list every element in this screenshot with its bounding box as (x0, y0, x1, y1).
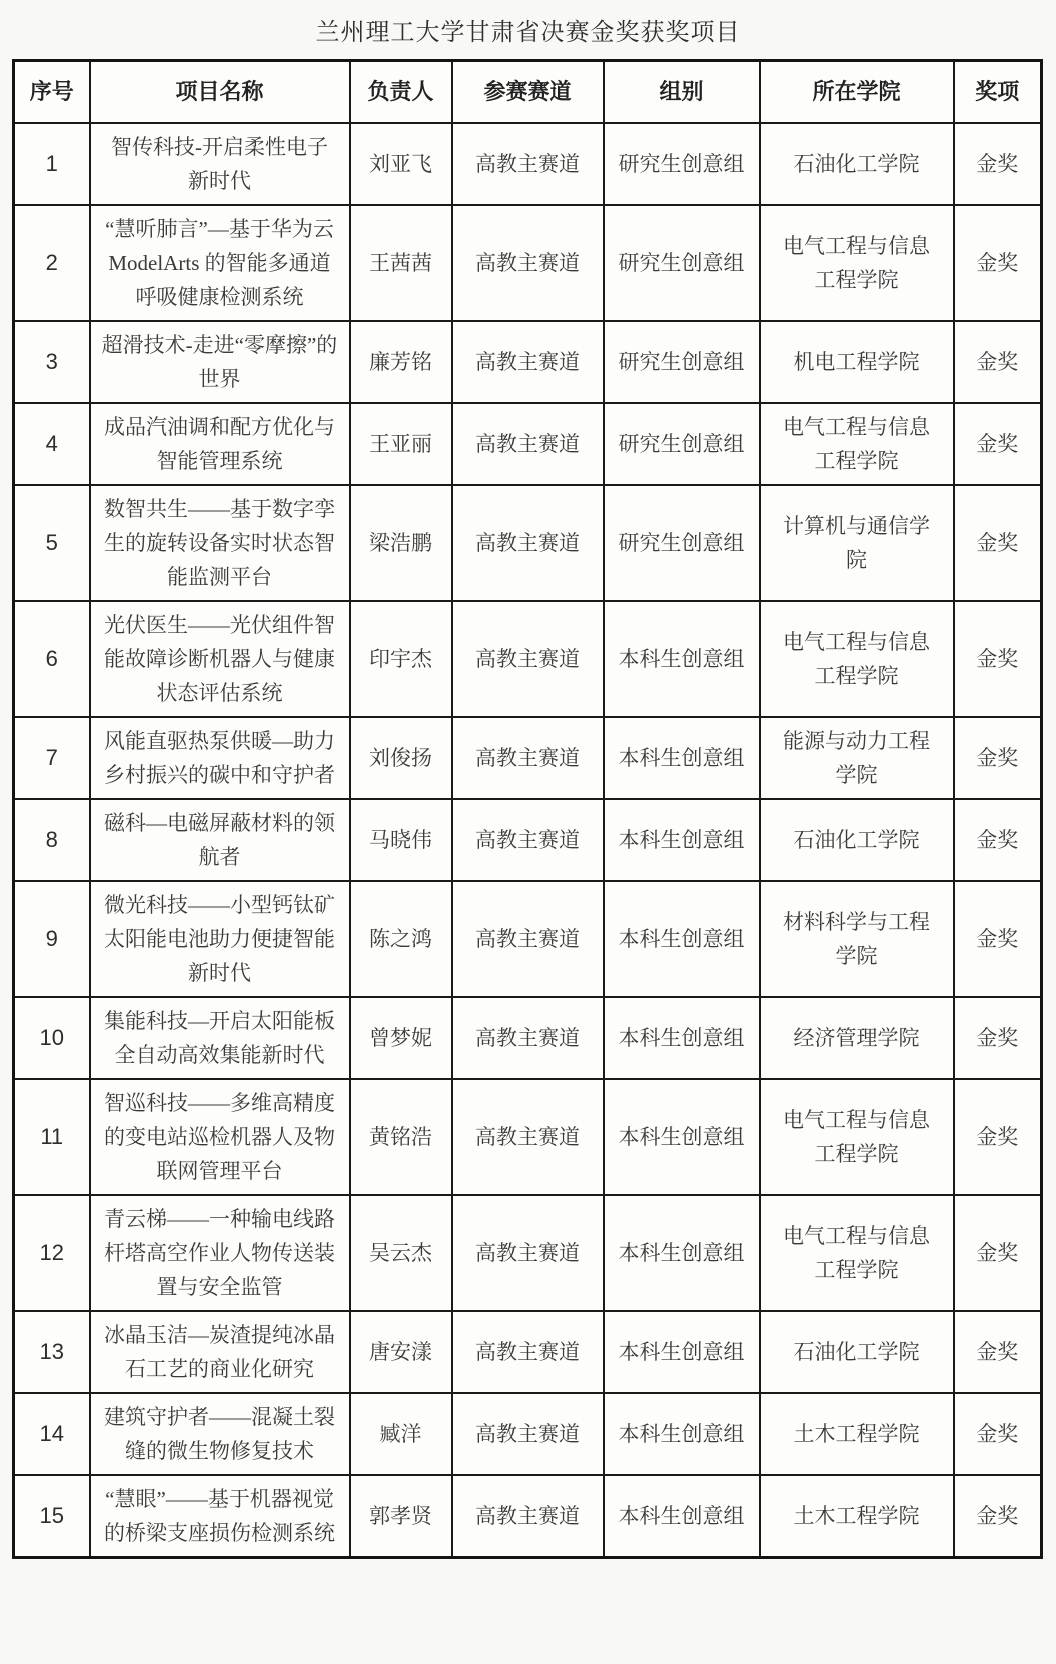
column-header-project: 项目名称 (90, 61, 350, 124)
cell-college: 土木工程学院 (760, 1475, 954, 1558)
cell-no: 9 (14, 881, 90, 997)
cell-group: 本科生创意组 (604, 799, 760, 881)
cell-college: 电气工程与信息工程学院 (760, 403, 954, 485)
cell-group: 本科生创意组 (604, 717, 760, 799)
cell-track: 高教主赛道 (452, 485, 604, 601)
cell-project: 青云梯——一种输电线路杆塔高空作业人物传送装置与安全监管 (90, 1195, 350, 1311)
cell-project: 成品汽油调和配方优化与智能管理系统 (90, 403, 350, 485)
cell-track: 高教主赛道 (452, 403, 604, 485)
cell-project: 智巡科技——多维高精度的变电站巡检机器人及物联网管理平台 (90, 1079, 350, 1195)
cell-group: 本科生创意组 (604, 881, 760, 997)
cell-project: 磁科—电磁屏蔽材料的领航者 (90, 799, 350, 881)
cell-college: 电气工程与信息工程学院 (760, 1079, 954, 1195)
cell-group: 研究生创意组 (604, 205, 760, 321)
cell-track: 高教主赛道 (452, 205, 604, 321)
cell-track: 高教主赛道 (452, 799, 604, 881)
cell-project: 建筑守护者——混凝土裂缝的微生物修复技术 (90, 1393, 350, 1475)
cell-college: 机电工程学院 (760, 321, 954, 403)
cell-award: 金奖 (954, 1079, 1042, 1195)
cell-project: “慧听肺言”—基于华为云 ModelArts 的智能多通道呼吸健康检测系统 (90, 205, 350, 321)
cell-group: 本科生创意组 (604, 1311, 760, 1393)
cell-leader: 郭孝贤 (350, 1475, 452, 1558)
table-row (14, 799, 1042, 881)
cell-project: “慧眼”——基于机器视觉的桥梁支座损伤检测系统 (90, 1475, 350, 1558)
cell-leader: 陈之鸿 (350, 881, 452, 997)
cell-track: 高教主赛道 (452, 997, 604, 1079)
cell-college: 材料科学与工程学院 (760, 881, 954, 997)
cell-college: 土木工程学院 (760, 1393, 954, 1475)
cell-award: 金奖 (954, 1311, 1042, 1393)
cell-award: 金奖 (954, 1475, 1042, 1558)
cell-project: 风能直驱热泵供暖—助力乡村振兴的碳中和守护者 (90, 717, 350, 799)
table-row (14, 1475, 1042, 1558)
cell-college: 石油化工学院 (760, 123, 954, 205)
cell-group: 本科生创意组 (604, 1079, 760, 1195)
cell-no: 1 (14, 123, 90, 205)
cell-award: 金奖 (954, 123, 1042, 205)
cell-project: 智传科技-开启柔性电子新时代 (90, 123, 350, 205)
cell-leader: 臧洋 (350, 1393, 452, 1475)
table-row (14, 321, 1042, 403)
cell-track: 高教主赛道 (452, 1311, 604, 1393)
cell-track: 高教主赛道 (452, 881, 604, 997)
cell-leader: 马晓伟 (350, 799, 452, 881)
cell-project: 超滑技术-走进“零摩擦”的世界 (90, 321, 350, 403)
table-body (14, 123, 1042, 1558)
cell-leader: 刘亚飞 (350, 123, 452, 205)
table-row (14, 997, 1042, 1079)
cell-award: 金奖 (954, 799, 1042, 881)
table-row (14, 881, 1042, 997)
cell-award: 金奖 (954, 403, 1042, 485)
cell-group: 研究生创意组 (604, 485, 760, 601)
cell-leader: 黄铭浩 (350, 1079, 452, 1195)
cell-award: 金奖 (954, 485, 1042, 601)
cell-project: 光伏医生——光伏组件智能故障诊断机器人与健康状态评估系统 (90, 601, 350, 717)
cell-track: 高教主赛道 (452, 717, 604, 799)
cell-no: 7 (14, 717, 90, 799)
cell-no: 11 (14, 1079, 90, 1195)
column-header-leader: 负责人 (350, 61, 452, 124)
column-header-award: 奖项 (954, 61, 1042, 124)
cell-track: 高教主赛道 (452, 1393, 604, 1475)
cell-no: 4 (14, 403, 90, 485)
cell-leader: 印宇杰 (350, 601, 452, 717)
cell-no: 6 (14, 601, 90, 717)
cell-project: 集能科技—开启太阳能板全自动高效集能新时代 (90, 997, 350, 1079)
cell-award: 金奖 (954, 321, 1042, 403)
cell-group: 研究生创意组 (604, 403, 760, 485)
cell-project: 微光科技——小型钙钛矿太阳能电池助力便捷智能新时代 (90, 881, 350, 997)
cell-leader: 唐安漾 (350, 1311, 452, 1393)
cell-leader: 刘俊扬 (350, 717, 452, 799)
column-header-track: 参赛赛道 (452, 61, 604, 124)
cell-no: 2 (14, 205, 90, 321)
cell-track: 高教主赛道 (452, 1195, 604, 1311)
cell-leader: 吴云杰 (350, 1195, 452, 1311)
table-row (14, 717, 1042, 799)
table-row (14, 1311, 1042, 1393)
cell-award: 金奖 (954, 601, 1042, 717)
awards-table (12, 59, 1043, 1559)
cell-no: 15 (14, 1475, 90, 1558)
table-row (14, 1079, 1042, 1195)
table-row (14, 205, 1042, 321)
page-title: 兰州理工大学甘肃省决赛金奖获奖项目 (315, 20, 741, 46)
cell-group: 本科生创意组 (604, 1195, 760, 1311)
cell-no: 12 (14, 1195, 90, 1311)
cell-leader: 梁浩鹏 (350, 485, 452, 601)
cell-college: 石油化工学院 (760, 1311, 954, 1393)
cell-leader: 廉芳铭 (350, 321, 452, 403)
cell-no: 8 (14, 799, 90, 881)
cell-group: 本科生创意组 (604, 601, 760, 717)
cell-award: 金奖 (954, 997, 1042, 1079)
cell-group: 本科生创意组 (604, 997, 760, 1079)
header-row (14, 61, 1042, 124)
cell-award: 金奖 (954, 717, 1042, 799)
cell-college: 电气工程与信息工程学院 (760, 1195, 954, 1311)
cell-group: 本科生创意组 (604, 1475, 760, 1558)
table-row (14, 1393, 1042, 1475)
column-header-college: 所在学院 (760, 61, 954, 124)
table-row (14, 123, 1042, 205)
cell-track: 高教主赛道 (452, 321, 604, 403)
cell-track: 高教主赛道 (452, 601, 604, 717)
column-header-no: 序号 (14, 61, 90, 124)
cell-college: 电气工程与信息工程学院 (760, 601, 954, 717)
cell-leader: 王亚丽 (350, 403, 452, 485)
table-row (14, 403, 1042, 485)
cell-track: 高教主赛道 (452, 123, 604, 205)
cell-award: 金奖 (954, 1195, 1042, 1311)
cell-no: 3 (14, 321, 90, 403)
cell-college: 经济管理学院 (760, 997, 954, 1079)
cell-group: 研究生创意组 (604, 123, 760, 205)
table-row (14, 485, 1042, 601)
cell-college: 石油化工学院 (760, 799, 954, 881)
cell-track: 高教主赛道 (452, 1079, 604, 1195)
cell-no: 5 (14, 485, 90, 601)
cell-project: 冰晶玉洁—炭渣提纯冰晶石工艺的商业化研究 (90, 1311, 350, 1393)
cell-no: 10 (14, 997, 90, 1079)
table-row (14, 601, 1042, 717)
cell-award: 金奖 (954, 205, 1042, 321)
cell-college: 电气工程与信息工程学院 (760, 205, 954, 321)
cell-project: 数智共生——基于数字孪生的旋转设备实时状态智能监测平台 (90, 485, 350, 601)
cell-leader: 王茜茜 (350, 205, 452, 321)
cell-college: 计算机与通信学院 (760, 485, 954, 601)
column-header-group: 组别 (604, 61, 760, 124)
cell-group: 研究生创意组 (604, 321, 760, 403)
table-row (14, 1195, 1042, 1311)
cell-no: 14 (14, 1393, 90, 1475)
cell-no: 13 (14, 1311, 90, 1393)
cell-college: 能源与动力工程学院 (760, 717, 954, 799)
cell-award: 金奖 (954, 881, 1042, 997)
cell-leader: 曾梦妮 (350, 997, 452, 1079)
cell-group: 本科生创意组 (604, 1393, 760, 1475)
cell-track: 高教主赛道 (452, 1475, 604, 1558)
cell-award: 金奖 (954, 1393, 1042, 1475)
